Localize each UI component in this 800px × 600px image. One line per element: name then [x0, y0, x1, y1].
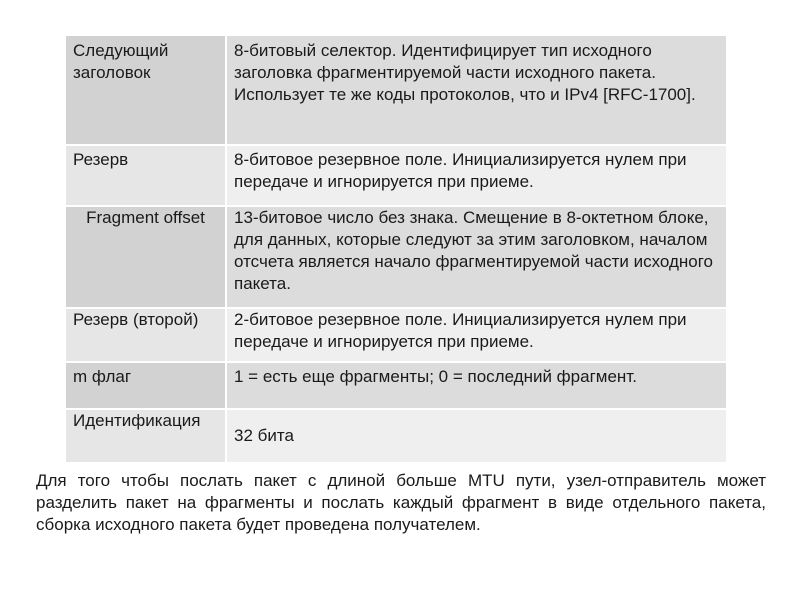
field-name: Резерв (второй) [66, 308, 226, 362]
table-row [66, 206, 726, 308]
field-description: 13-битовое число без знака. Смещение в 8-октетном блоке, для данных, которые следуют за этим заголовком, началом отсчета является начало фрагментируемой части исходного пакета. [226, 206, 726, 308]
field-description: 32 бита [226, 409, 726, 462]
field-name: m флаг [66, 362, 226, 409]
field-description: 8-битовый селектор. Идентифицирует тип исходного заголовка фрагментируемой части исходного пакета. Использует те же коды протоколов, что и IPv4 [RFC-1700]. [226, 35, 726, 145]
field-description: 1 = есть еще фрагменты; 0 = последний фрагмент. [226, 362, 726, 409]
ipv6-fragment-header-fields-table [66, 34, 726, 462]
field-description: 8-битовое резервное поле. Инициализируется нулем при передаче и игнорируется при приеме. [226, 145, 726, 206]
table-row [66, 362, 726, 409]
field-name: Резерв [66, 145, 226, 206]
field-name: Идентификация [66, 409, 226, 462]
field-name: Следующий заголовок [66, 35, 226, 145]
table-row [66, 308, 726, 362]
fragmentation-note: Для того чтобы послать пакет с длиной больше MTU пути, узел-отправитель может разделить пакет на фрагменты и послать каждый фрагмент в виде отдельного пакета, сборка исходного пакета будет проведена получателем. [36, 471, 766, 534]
table-row [66, 145, 726, 206]
field-name: Fragment offset [66, 206, 226, 308]
table-row [66, 35, 726, 145]
table-row [66, 409, 726, 462]
field-description: 2-битовое резервное поле. Инициализируется нулем при передаче и игнорируется при приеме. [226, 308, 726, 362]
